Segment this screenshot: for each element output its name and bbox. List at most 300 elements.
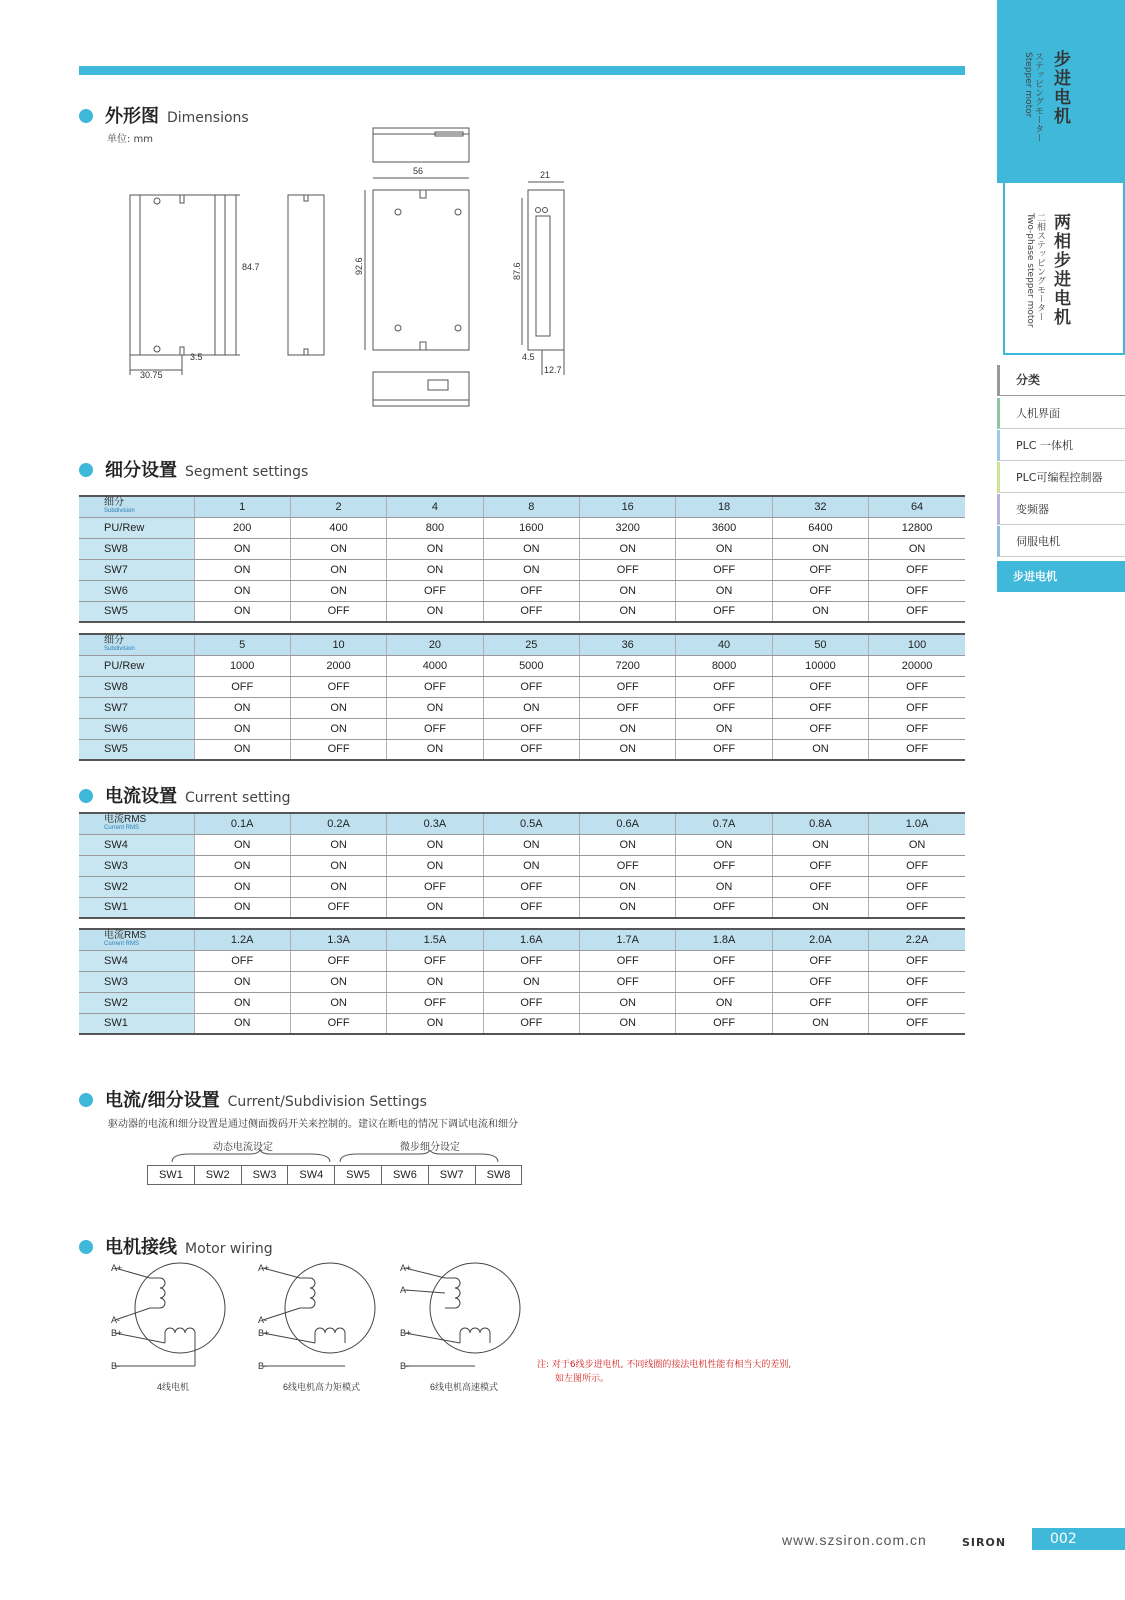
- table-cell: ON: [290, 992, 386, 1013]
- sidebar-category-header: [997, 0, 1125, 183]
- table-cell: OFF: [676, 559, 772, 580]
- table-cell: ON: [387, 601, 483, 622]
- table-cell: ON: [387, 697, 483, 718]
- table-cell: OFF: [869, 601, 965, 622]
- table-cell: OFF: [676, 601, 772, 622]
- table-cell: 40: [676, 634, 772, 655]
- table-row: [79, 655, 965, 676]
- row-label: SW6: [79, 580, 194, 601]
- dip-switch-8: SW8: [475, 1165, 523, 1185]
- table-cell: ON: [387, 971, 483, 992]
- sidebar-item-inverter[interactable]: 变频器: [997, 494, 1125, 525]
- sidebar-category-en: Stepper motor: [1023, 52, 1033, 118]
- table-cell: 18: [676, 496, 772, 517]
- table-cell: OFF: [869, 580, 965, 601]
- table-cell: OFF: [387, 580, 483, 601]
- table-cell: 3200: [580, 517, 676, 538]
- row-label: SW3: [79, 855, 194, 876]
- table-cell: 2000: [290, 655, 386, 676]
- wiring-note-line2: 如左图所示。: [555, 1374, 610, 1384]
- table-cell: ON: [290, 876, 386, 897]
- table-cell: OFF: [483, 676, 579, 697]
- table-cell: 3600: [676, 517, 772, 538]
- bottom-view: [373, 372, 469, 406]
- table-cell: ON: [772, 538, 868, 559]
- table-cell: ON: [676, 992, 772, 1013]
- cs-title-en: Current/Subdivision Settings: [227, 1094, 427, 1110]
- table-row: [79, 517, 965, 538]
- table-cell: OFF: [772, 876, 868, 897]
- segment-table-1: [79, 495, 965, 623]
- header-label-en: Current RMS: [104, 940, 140, 947]
- table-cell: 1.2A: [194, 929, 290, 950]
- table-cell: OFF: [580, 697, 676, 718]
- table-cell: ON: [194, 580, 290, 601]
- current-title: [79, 782, 291, 808]
- row-label: PU/Rew: [79, 655, 194, 676]
- dimensions-drawing: [110, 120, 590, 420]
- table-cell: OFF: [194, 950, 290, 971]
- dim-label-92-6: 92.6: [354, 257, 364, 275]
- table-cell: 0.3A: [387, 813, 483, 834]
- table-cell: OFF: [869, 950, 965, 971]
- table-cell: OFF: [772, 676, 868, 697]
- dim-label-30-75: 30.75: [140, 370, 163, 380]
- table-row: [79, 834, 965, 855]
- table-row: [79, 897, 965, 918]
- wiring-title: [79, 1233, 273, 1259]
- sidebar-item-stepper-active[interactable]: 步进电机: [997, 561, 1125, 592]
- header-label-cn: 细分: [104, 634, 124, 646]
- row-label: SW5: [79, 601, 194, 622]
- table-cell: ON: [869, 538, 965, 559]
- table-row: [79, 876, 965, 897]
- table-cell: 36: [580, 634, 676, 655]
- table-cell: 32: [772, 496, 868, 517]
- page-number: 002: [1032, 1528, 1125, 1550]
- face-view: [373, 190, 469, 350]
- table-header-label: [79, 496, 194, 517]
- bullet-icon: [79, 789, 93, 803]
- wiring-title-cn: 电机接线: [105, 1237, 177, 1258]
- table-cell: OFF: [772, 855, 868, 876]
- table-cell: OFF: [580, 971, 676, 992]
- table-cell: 0.1A: [194, 813, 290, 834]
- dimensions-title-en: Dimensions: [167, 110, 249, 126]
- table-cell: OFF: [772, 950, 868, 971]
- table-cell: ON: [387, 834, 483, 855]
- row-label: SW8: [79, 538, 194, 559]
- table-cell: ON: [580, 897, 676, 918]
- table-cell: ON: [194, 876, 290, 897]
- table-cell: ON: [580, 601, 676, 622]
- table-header-row: [79, 496, 965, 517]
- table-cell: OFF: [869, 992, 965, 1013]
- row-label: SW3: [79, 971, 194, 992]
- table-row: [79, 676, 965, 697]
- row-label: SW7: [79, 697, 194, 718]
- table-cell: OFF: [676, 971, 772, 992]
- table-cell: OFF: [290, 601, 386, 622]
- table-row: [79, 697, 965, 718]
- table-cell: ON: [483, 559, 579, 580]
- table-cell: ON: [290, 834, 386, 855]
- table-cell: OFF: [676, 950, 772, 971]
- table-cell: OFF: [290, 950, 386, 971]
- table-cell: ON: [483, 697, 579, 718]
- row-label: SW4: [79, 834, 194, 855]
- sidebar-item-servo[interactable]: 伺服电机: [997, 526, 1125, 557]
- table-cell: 2.2A: [869, 929, 965, 950]
- current-table-2: [79, 928, 965, 1035]
- table-row: [79, 538, 965, 559]
- table-cell: OFF: [869, 697, 965, 718]
- pin-label: B-: [400, 1361, 409, 1371]
- table-cell: ON: [194, 538, 290, 559]
- pin-label: A-: [111, 1315, 120, 1325]
- table-cell: OFF: [869, 739, 965, 760]
- table-cell: OFF: [387, 950, 483, 971]
- header-label-cn: 电流RMS: [104, 929, 147, 941]
- table-cell: OFF: [676, 697, 772, 718]
- front-view: [130, 195, 225, 355]
- dim-label-12-7: 12.7: [544, 365, 562, 375]
- table-cell: 5000: [483, 655, 579, 676]
- table-header-row: [79, 634, 965, 655]
- table-cell: 2.0A: [772, 929, 868, 950]
- row-label: SW2: [79, 876, 194, 897]
- table-cell: OFF: [483, 580, 579, 601]
- unit-label: 单位: mm: [107, 134, 154, 145]
- motor-6wire-torque-diagram: [258, 1263, 375, 1392]
- table-cell: ON: [290, 697, 386, 718]
- dip-switch-4: SW4: [287, 1165, 335, 1185]
- footer-logo: SIRON: [962, 1536, 1007, 1549]
- table-cell: ON: [387, 538, 483, 559]
- table-cell: OFF: [194, 676, 290, 697]
- table-cell: 800: [387, 517, 483, 538]
- table-cell: ON: [772, 834, 868, 855]
- table-cell: ON: [387, 897, 483, 918]
- header-label-en: Subdivision: [104, 507, 135, 514]
- pin-label: B+: [258, 1328, 270, 1338]
- table-cell: ON: [194, 697, 290, 718]
- table-cell: 4000: [387, 655, 483, 676]
- header-label-cn: 细分: [104, 496, 124, 508]
- table-row: [79, 1013, 965, 1034]
- caption-6wire-torque: 6线电机高力矩模式: [283, 1382, 361, 1392]
- table-cell: 1: [194, 496, 290, 517]
- current-title-en: Current setting: [185, 790, 291, 806]
- table-row: [79, 601, 965, 622]
- table-cell: ON: [772, 897, 868, 918]
- table-cell: 50: [772, 634, 868, 655]
- table-cell: 200: [194, 517, 290, 538]
- table-cell: ON: [676, 834, 772, 855]
- top-view: [373, 128, 469, 162]
- table-cell: ON: [387, 739, 483, 760]
- table-cell: OFF: [387, 876, 483, 897]
- table-cell: 25: [483, 634, 579, 655]
- pin-label: A+: [258, 1263, 270, 1273]
- table-cell: OFF: [290, 897, 386, 918]
- table-cell: OFF: [772, 697, 868, 718]
- table-cell: 1.6A: [483, 929, 579, 950]
- group-brackets: [170, 1150, 500, 1165]
- table-cell: OFF: [676, 676, 772, 697]
- table-cell: OFF: [290, 739, 386, 760]
- sidebar-item-hmi[interactable]: 人机界面: [997, 398, 1125, 429]
- motor-6wire-speed-diagram: [400, 1263, 520, 1392]
- table-cell: OFF: [676, 897, 772, 918]
- segment-title-cn: 细分设置: [105, 460, 177, 481]
- table-row: [79, 855, 965, 876]
- pin-label: B+: [400, 1328, 412, 1338]
- sidebar-category-jp: ステッピングモーター: [1033, 52, 1043, 142]
- pin-label: B-: [111, 1361, 120, 1371]
- table-cell: OFF: [772, 559, 868, 580]
- table-cell: OFF: [483, 739, 579, 760]
- row-label: SW1: [79, 1013, 194, 1034]
- table-cell: ON: [387, 559, 483, 580]
- table-cell: ON: [580, 538, 676, 559]
- sidebar-subcategory-en: Two-phase stepper motor: [1025, 213, 1035, 328]
- side-view: [288, 195, 324, 355]
- sidebar-category-cn: 步进电机: [1050, 50, 1070, 126]
- table-cell: OFF: [676, 739, 772, 760]
- table-cell: 1000: [194, 655, 290, 676]
- table-row: [79, 992, 965, 1013]
- table-cell: ON: [194, 739, 290, 760]
- table-cell: OFF: [869, 876, 965, 897]
- dip-switch-3: SW3: [241, 1165, 289, 1185]
- cs-title: [79, 1086, 427, 1112]
- segment-title: [79, 456, 308, 482]
- table-header-label: [79, 813, 194, 834]
- motor-4wire-diagram: [111, 1263, 225, 1392]
- group-label-current: 动态电流设定: [213, 1142, 273, 1153]
- footer-url[interactable]: www.szsiron.com.cn: [782, 1532, 927, 1548]
- row-label: SW8: [79, 676, 194, 697]
- table-cell: OFF: [483, 1013, 579, 1034]
- table-cell: ON: [869, 834, 965, 855]
- table-cell: OFF: [869, 971, 965, 992]
- table-row: [79, 559, 965, 580]
- table-cell: OFF: [580, 855, 676, 876]
- table-cell: OFF: [387, 718, 483, 739]
- table-cell: OFF: [580, 559, 676, 580]
- table-cell: 1.7A: [580, 929, 676, 950]
- table-row: [79, 718, 965, 739]
- table-cell: ON: [290, 538, 386, 559]
- connector-view: [528, 190, 564, 350]
- table-cell: 1.5A: [387, 929, 483, 950]
- sidebar-subcategory-header: [1003, 183, 1125, 355]
- table-cell: 1.8A: [676, 929, 772, 950]
- pin-label: A+: [111, 1263, 123, 1273]
- table-row: [79, 950, 965, 971]
- table-header-label: [79, 634, 194, 655]
- table-cell: 64: [869, 496, 965, 517]
- table-cell: OFF: [869, 559, 965, 580]
- table-cell: ON: [387, 855, 483, 876]
- table-cell: 0.7A: [676, 813, 772, 834]
- table-cell: 5: [194, 634, 290, 655]
- table-cell: 0.8A: [772, 813, 868, 834]
- table-cell: ON: [676, 538, 772, 559]
- table-cell: ON: [194, 834, 290, 855]
- table-cell: ON: [194, 559, 290, 580]
- table-cell: ON: [194, 897, 290, 918]
- table-cell: OFF: [483, 897, 579, 918]
- table-cell: 20: [387, 634, 483, 655]
- dip-switch-2: SW2: [194, 1165, 242, 1185]
- table-cell: ON: [290, 580, 386, 601]
- table-cell: ON: [772, 1013, 868, 1034]
- sidebar-menu-title: 分类: [997, 365, 1125, 396]
- bullet-icon: [79, 1093, 93, 1107]
- sidebar-subcategory-cn: 两相步进电机: [1050, 213, 1070, 327]
- table-cell: ON: [194, 1013, 290, 1034]
- table-cell: ON: [580, 834, 676, 855]
- table-cell: OFF: [869, 897, 965, 918]
- table-cell: 8: [483, 496, 579, 517]
- table-cell: OFF: [676, 855, 772, 876]
- table-header-row: [79, 929, 965, 950]
- dim-label-4-5: 4.5: [522, 352, 535, 362]
- table-cell: OFF: [676, 1013, 772, 1034]
- row-label: SW1: [79, 897, 194, 918]
- table-cell: ON: [194, 971, 290, 992]
- table-cell: OFF: [869, 676, 965, 697]
- pin-label: B+: [111, 1328, 123, 1338]
- table-cell: OFF: [772, 580, 868, 601]
- table-cell: ON: [580, 992, 676, 1013]
- dim-label-56: 56: [413, 166, 424, 176]
- table-cell: OFF: [869, 1013, 965, 1034]
- table-cell: ON: [772, 739, 868, 760]
- table-cell: 10000: [772, 655, 868, 676]
- row-label: SW5: [79, 739, 194, 760]
- sidebar-item-plc-allinone[interactable]: PLC 一体机: [997, 430, 1125, 461]
- table-cell: ON: [772, 601, 868, 622]
- table-cell: ON: [483, 855, 579, 876]
- dim-label-21: 21: [540, 170, 551, 180]
- group-label-microstep: 微步细分设定: [400, 1142, 460, 1153]
- table-cell: OFF: [483, 876, 579, 897]
- table-cell: ON: [290, 971, 386, 992]
- table-header-label: [79, 929, 194, 950]
- table-cell: ON: [194, 718, 290, 739]
- table-cell: OFF: [387, 676, 483, 697]
- table-cell: OFF: [580, 950, 676, 971]
- sidebar-subcategory-jp: 二相ステッピングモーター: [1035, 213, 1045, 321]
- table-cell: OFF: [387, 992, 483, 1013]
- header-label-en: Current RMS: [104, 824, 140, 831]
- header-label-en: Subdivision: [104, 645, 135, 652]
- dip-switch-5: SW5: [334, 1165, 382, 1185]
- table-cell: ON: [194, 855, 290, 876]
- bullet-icon: [79, 1240, 93, 1254]
- table-row: [79, 971, 965, 992]
- dimensions-title-cn: 外形图: [105, 106, 159, 127]
- table-cell: ON: [580, 718, 676, 739]
- table-cell: OFF: [772, 971, 868, 992]
- top-accent-bar: [79, 66, 965, 75]
- wiring-note-line1: 注: 对于6线步进电机, 不同线圈的接法电机性能有相当大的差别,: [537, 1360, 792, 1370]
- table-cell: OFF: [869, 718, 965, 739]
- table-cell: 0.2A: [290, 813, 386, 834]
- dim-label-84-7: 84.7: [242, 262, 260, 272]
- table-cell: 0.5A: [483, 813, 579, 834]
- dip-switch-row: [147, 1165, 522, 1185]
- table-cell: ON: [580, 580, 676, 601]
- row-label: PU/Rew: [79, 517, 194, 538]
- table-cell: ON: [387, 1013, 483, 1034]
- table-cell: 8000: [676, 655, 772, 676]
- pin-label: A-: [400, 1285, 409, 1295]
- table-cell: ON: [676, 876, 772, 897]
- table-cell: ON: [676, 580, 772, 601]
- table-header-row: [79, 813, 965, 834]
- table-cell: ON: [290, 559, 386, 580]
- table-cell: ON: [290, 718, 386, 739]
- segment-title-en: Segment settings: [185, 464, 309, 480]
- table-cell: OFF: [772, 992, 868, 1013]
- dim-label-3-5: 3.5: [190, 352, 203, 362]
- table-row: [79, 580, 965, 601]
- cs-title-cn: 电流/细分设置: [105, 1090, 220, 1111]
- table-cell: OFF: [483, 601, 579, 622]
- table-cell: OFF: [483, 950, 579, 971]
- table-cell: ON: [580, 876, 676, 897]
- table-cell: 12800: [869, 517, 965, 538]
- cs-description: 驱动器的电流和细分设置是通过侧面拨码开关来控制的。建议在断电的情况下调试电流和细分: [108, 1119, 518, 1130]
- table-cell: 20000: [869, 655, 965, 676]
- table-cell: ON: [676, 718, 772, 739]
- table-cell: ON: [194, 601, 290, 622]
- wiring-title-en: Motor wiring: [185, 1241, 273, 1257]
- dim-label-87-6: 87.6: [512, 262, 522, 280]
- table-cell: OFF: [483, 992, 579, 1013]
- table-cell: 10: [290, 634, 386, 655]
- row-label: SW7: [79, 559, 194, 580]
- table-cell: OFF: [580, 676, 676, 697]
- header-label-cn: 电流RMS: [104, 813, 147, 825]
- bullet-icon: [79, 463, 93, 477]
- segment-table-2: [79, 633, 965, 761]
- caption-4wire: 4线电机: [157, 1382, 190, 1392]
- current-table-1: [79, 812, 965, 919]
- table-row: [79, 739, 965, 760]
- table-cell: ON: [290, 855, 386, 876]
- table-cell: ON: [580, 739, 676, 760]
- table-cell: 1.3A: [290, 929, 386, 950]
- table-cell: ON: [483, 971, 579, 992]
- table-cell: 4: [387, 496, 483, 517]
- table-cell: 6400: [772, 517, 868, 538]
- sidebar-item-plc[interactable]: PLC可编程控制器: [997, 462, 1125, 493]
- table-cell: 16: [580, 496, 676, 517]
- table-cell: 1.0A: [869, 813, 965, 834]
- row-label: SW2: [79, 992, 194, 1013]
- wiring-diagrams: [105, 1258, 545, 1398]
- row-label: SW4: [79, 950, 194, 971]
- table-cell: OFF: [869, 855, 965, 876]
- table-cell: 100: [869, 634, 965, 655]
- table-cell: OFF: [290, 676, 386, 697]
- table-cell: ON: [580, 1013, 676, 1034]
